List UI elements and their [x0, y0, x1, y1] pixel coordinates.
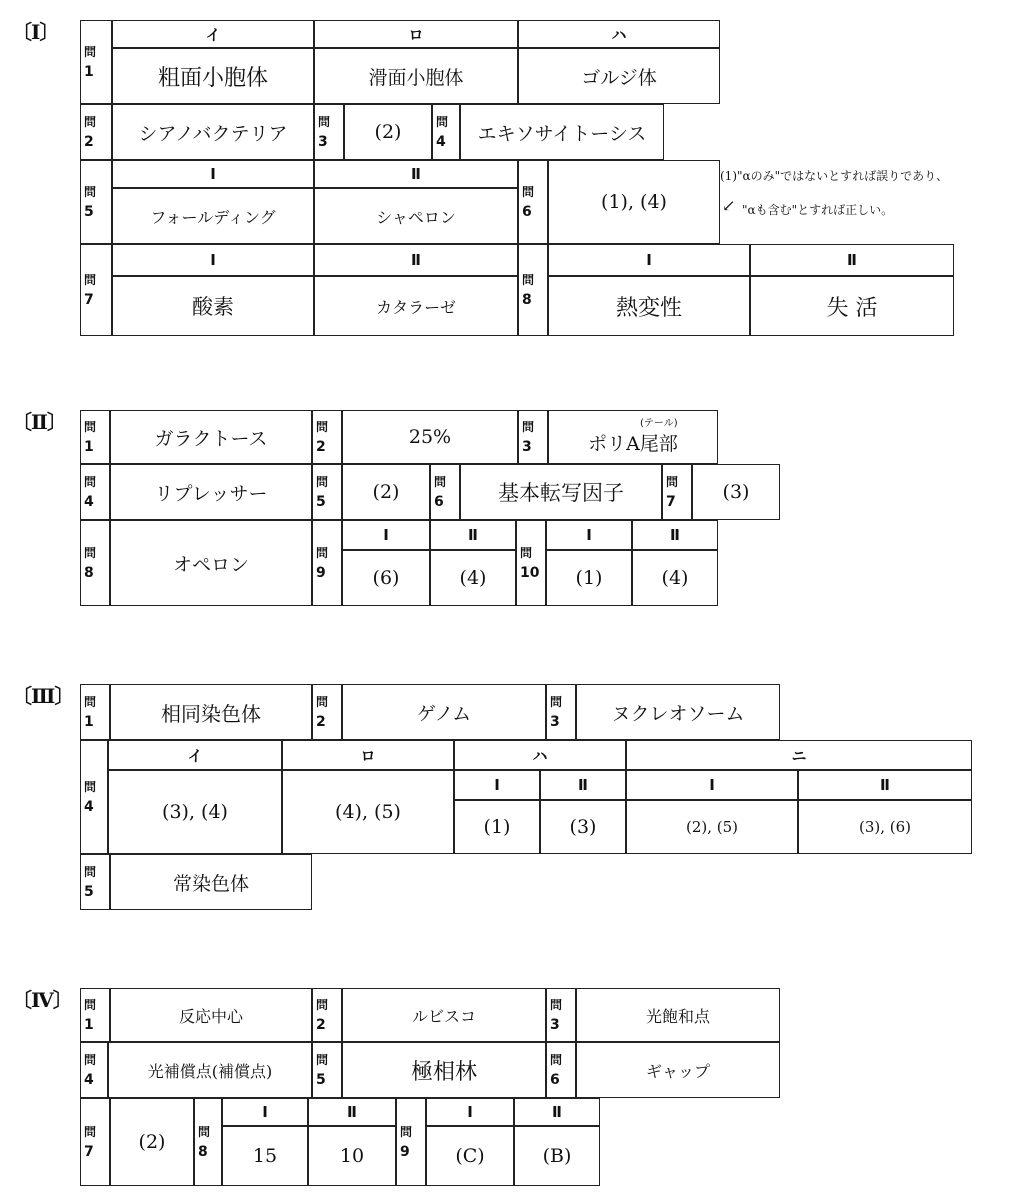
s4-q6-label: [546, 1042, 576, 1098]
q-mark: 問: [84, 1125, 97, 1139]
q-number: 1: [84, 1017, 94, 1033]
q-number: 2: [316, 714, 326, 730]
q-mark: 問: [522, 273, 535, 287]
q-number: 8: [84, 565, 94, 581]
s3-ha-header-II: Ⅱ: [540, 770, 626, 800]
s2-q2-answer: 25%: [342, 410, 518, 464]
q-number: 5: [316, 1072, 326, 1088]
s1-q4-label: [432, 104, 460, 160]
q-mark: 問: [84, 273, 97, 287]
s4-q9-answer-II: (B): [514, 1126, 600, 1186]
q-mark: 問: [84, 45, 97, 59]
s2-q6-label: [430, 464, 460, 520]
q-number: 9: [316, 565, 326, 581]
q-mark: 問: [666, 475, 679, 489]
s2-q1-label: [80, 410, 110, 464]
s4-q3-label: [546, 988, 576, 1042]
q-mark: 問: [84, 695, 97, 709]
q-number: 6: [522, 204, 532, 220]
s4-q9-header-I: I: [426, 1098, 514, 1126]
q-number: 5: [84, 884, 94, 900]
s3-q4-answer-ha-II: (3): [540, 800, 626, 854]
q-mark: 問: [84, 865, 97, 879]
s3-q2-answer: ゲノム: [342, 684, 546, 740]
s3-q3-answer: ヌクレオソーム: [576, 684, 780, 740]
s1-q7-header-II: Ⅱ: [314, 244, 518, 276]
q-mark: 問: [84, 780, 97, 794]
q-mark: 問: [316, 546, 329, 560]
q-number: 3: [522, 439, 532, 455]
s2-q3-label: [518, 410, 548, 464]
s2-q3-ruby: (テール): [640, 418, 678, 429]
s1-q5-header-I: I: [112, 160, 314, 188]
s1-header-i: イ: [112, 20, 314, 48]
s4-q5-label: [312, 1042, 342, 1098]
s1-q4-answer: エキソサイトーシス: [460, 104, 664, 160]
s3-q1-answer: 相同染色体: [110, 684, 312, 740]
s1-q6-answer: (1), (4): [548, 160, 720, 244]
s2-q5-answer: (2): [342, 464, 430, 520]
s4-q8-label: [194, 1098, 222, 1186]
q-mark: 問: [84, 185, 97, 199]
s3-ha-header-I: I: [454, 770, 540, 800]
s2-q9-answer-II: (4): [430, 550, 516, 606]
s3-q3-label: [546, 684, 576, 740]
s4-q1-label: [80, 988, 110, 1042]
q-number: 4: [84, 799, 94, 815]
q-number: 7: [84, 1144, 94, 1160]
q-mark: 問: [84, 475, 97, 489]
q-mark: 問: [318, 115, 331, 129]
q-mark: 問: [434, 475, 447, 489]
s1-q5-answer-II: シャペロン: [314, 188, 518, 244]
q-mark: 問: [316, 475, 329, 489]
s1-q3-label: [314, 104, 344, 160]
q-mark: 問: [316, 1053, 329, 1067]
s1-q7-label: [80, 244, 112, 336]
s3-q1-label: [80, 684, 110, 740]
s3-ni-header-I: I: [626, 770, 798, 800]
s1-q6-label: [518, 160, 548, 244]
s2-q3-answer: ポリA尾部: [548, 410, 718, 464]
s4-q8-header-I: I: [222, 1098, 308, 1126]
s2-q9-label: [312, 520, 342, 606]
s2-q7-answer: (3): [692, 464, 780, 520]
s4-q9-header-II: Ⅱ: [514, 1098, 600, 1126]
s1-q8-answer-I: 熱変性: [548, 276, 750, 336]
q-number: 9: [400, 1144, 410, 1160]
q-mark: 問: [522, 185, 535, 199]
s4-q2-answer: ルビスコ: [342, 988, 546, 1042]
s4-q2-label: [312, 988, 342, 1042]
q-number: 10: [520, 565, 540, 581]
q-number: 4: [436, 134, 446, 150]
s4-q5-answer: 極相林: [342, 1042, 546, 1098]
s4-q6-answer: ギャップ: [576, 1042, 780, 1098]
s1-q1-answer-i: 粗面小胞体: [112, 48, 314, 104]
s2-q5-label: [312, 464, 342, 520]
s1-q8-label: [518, 244, 548, 336]
q-number: 8: [522, 292, 532, 308]
s3-q4-answer-ha-I: (1): [454, 800, 540, 854]
q-number: 1: [84, 64, 94, 80]
q-number: 1: [84, 714, 94, 730]
s3-ni-header-II: Ⅱ: [798, 770, 972, 800]
s1-q5-header-II: Ⅱ: [314, 160, 518, 188]
s1-q5-label: [80, 160, 112, 244]
s2-q10-label: [516, 520, 546, 606]
q-mark: 問: [400, 1125, 413, 1139]
s2-q10-header-II: Ⅱ: [632, 520, 718, 550]
s1-q1-answer-ro: 滑面小胞体: [314, 48, 518, 104]
s2-q10-header-I: I: [546, 520, 632, 550]
s3-header-i: イ: [108, 740, 282, 770]
s1-q5-answer-I: フォールディング: [112, 188, 314, 244]
q-mark: 問: [316, 695, 329, 709]
s4-q7-answer: (2): [110, 1098, 194, 1186]
q-mark: 問: [198, 1125, 211, 1139]
q-number: 6: [434, 494, 444, 510]
s1-q1-answer-ha: ゴルジ体: [518, 48, 720, 104]
q-number: 2: [316, 1017, 326, 1033]
s1-note-arrow-icon: ↙: [722, 196, 736, 215]
s3-q2-label: [312, 684, 342, 740]
s1-q2-label: [80, 104, 112, 160]
s1-q8-header-I: I: [548, 244, 750, 276]
s3-header-ha: ハ: [454, 740, 626, 770]
s4-q9-answer-I: (C): [426, 1126, 514, 1186]
q-number: 1: [84, 439, 94, 455]
q-mark: 問: [316, 420, 329, 434]
q-number: 3: [550, 1017, 560, 1033]
s2-q8-answer: オペロン: [110, 520, 312, 606]
s2-q9-header-I: I: [342, 520, 430, 550]
s3-q4-answer-ni-I: (2), (5): [626, 800, 798, 854]
q-number: 6: [550, 1072, 560, 1088]
s4-q3-answer: 光飽和点: [576, 988, 780, 1042]
q-number: 8: [198, 1144, 208, 1160]
s4-q7-label: [80, 1098, 110, 1186]
s1-q7-header-I: I: [112, 244, 314, 276]
s1-note-line1: (1)"αのみ"ではないとすれば誤りであり、: [720, 169, 949, 183]
s3-q4-answer-i: (3), (4): [108, 770, 282, 854]
s1-q7-answer-II: カタラーゼ: [314, 276, 518, 336]
s3-q4-label: [80, 740, 108, 854]
s2-q1-answer: ガラクトース: [110, 410, 312, 464]
s2-q2-label: [312, 410, 342, 464]
section-4-label: 〔Ⅳ〕: [12, 988, 72, 1012]
q-mark: 問: [84, 115, 97, 129]
q-number: 7: [666, 494, 676, 510]
q-mark: 問: [316, 998, 329, 1012]
s2-q9-header-II: Ⅱ: [430, 520, 516, 550]
q-mark: 問: [550, 695, 563, 709]
s2-q6-answer: 基本転写因子: [460, 464, 662, 520]
s3-header-ni: ニ: [626, 740, 972, 770]
s1-q3-answer: (2): [344, 104, 432, 160]
s1-q2-answer: シアノバクテリア: [112, 104, 314, 160]
q-mark: 問: [84, 546, 97, 560]
s3-q4-answer-ni-II: (3), (6): [798, 800, 972, 854]
q-number: 7: [84, 292, 94, 308]
s3-q5-label: [80, 854, 110, 910]
s4-q1-answer: 反応中心: [110, 988, 312, 1042]
q-mark: 問: [84, 1053, 97, 1067]
s2-q10-answer-I: (1): [546, 550, 632, 606]
s4-q4-answer: 光補償点(補償点): [108, 1042, 312, 1098]
q-number: 2: [84, 134, 94, 150]
q-mark: 問: [84, 998, 97, 1012]
q-number: 2: [316, 439, 326, 455]
s3-header-ro: ロ: [282, 740, 454, 770]
s1-header-ro: ロ: [314, 20, 518, 48]
s1-note-line2: "αも含む"とすれば正しい。: [742, 203, 894, 217]
s3-q4-answer-ro: (4), (5): [282, 770, 454, 854]
s4-q8-answer-I: 15: [222, 1126, 308, 1186]
s1-header-ha: ハ: [518, 20, 720, 48]
s1-q8-answer-II: 失 活: [750, 276, 954, 336]
q-mark: 問: [84, 420, 97, 434]
s1-q7-answer-I: 酸素: [112, 276, 314, 336]
s1-q8-header-II: Ⅱ: [750, 244, 954, 276]
s1-q1-label: [80, 20, 112, 104]
q-number: 4: [84, 1072, 94, 1088]
section-3-label: 〔Ⅲ〕: [12, 684, 74, 708]
q-mark: 問: [520, 546, 533, 560]
section-2-label: 〔Ⅱ〕: [12, 410, 66, 434]
s4-q9-label: [396, 1098, 426, 1186]
s4-q4-label: [80, 1042, 108, 1098]
q-number: 5: [84, 204, 94, 220]
q-number: 4: [84, 494, 94, 510]
q-mark: 問: [522, 420, 535, 434]
s2-q10-answer-II: (4): [632, 550, 718, 606]
q-mark: 問: [550, 998, 563, 1012]
s2-q4-answer: リプレッサー: [110, 464, 312, 520]
s2-q4-label: [80, 464, 110, 520]
q-number: 3: [550, 714, 560, 730]
s3-q5-answer: 常染色体: [110, 854, 312, 910]
s2-q9-answer-I: (6): [342, 550, 430, 606]
q-number: 3: [318, 134, 328, 150]
q-number: 5: [316, 494, 326, 510]
q-mark: 問: [436, 115, 449, 129]
s4-q8-answer-II: 10: [308, 1126, 396, 1186]
section-1-label: 〔I〕: [12, 20, 59, 44]
s2-q7-label: [662, 464, 692, 520]
q-mark: 問: [550, 1053, 563, 1067]
s2-q8-label: [80, 520, 110, 606]
s4-q8-header-II: Ⅱ: [308, 1098, 396, 1126]
